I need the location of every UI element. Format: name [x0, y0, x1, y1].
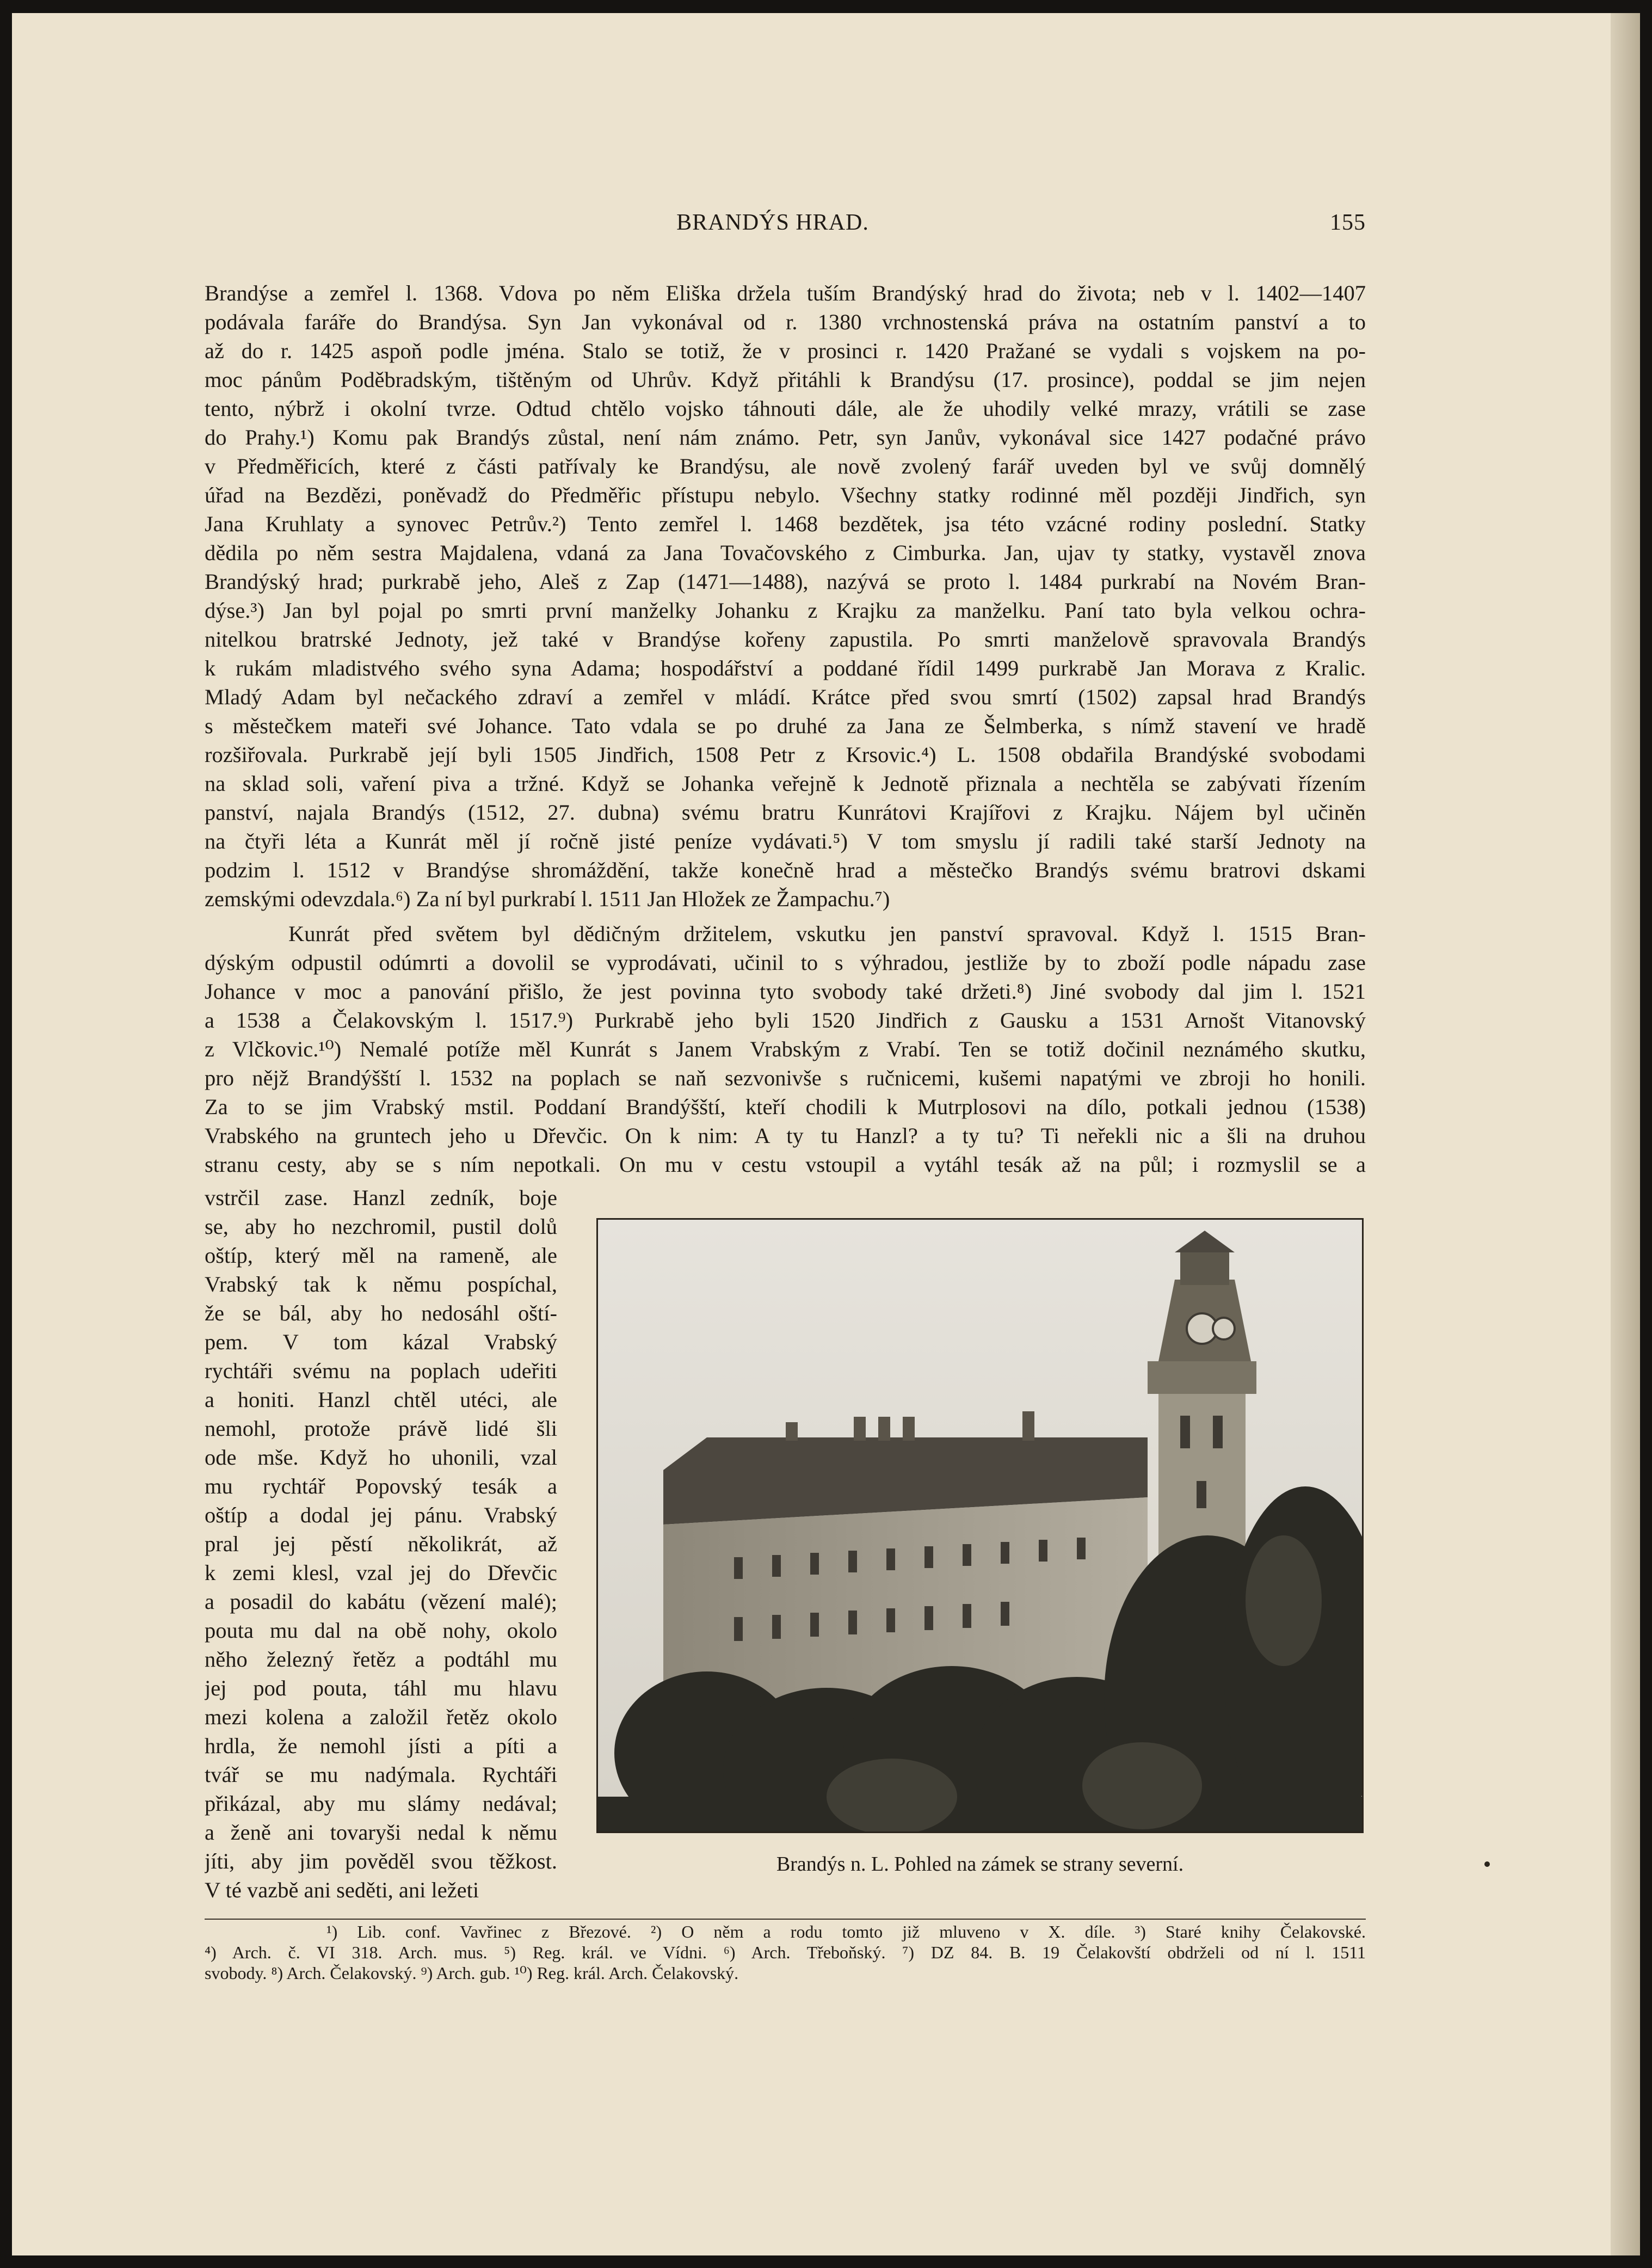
text-line: oštíp a dodal jej pánu. Vrabský: [205, 1503, 557, 1527]
text-line: v Předměřicích, které z části patřívaly ke Brandýsu, ale nově zvolený farář uveden byl ve svůj domnělý: [205, 454, 1366, 478]
page-number: 155: [1330, 210, 1366, 235]
text-line: pral jej pěstí několikrát, až: [205, 1532, 557, 1556]
text-line: oštíp, který měl na rameně, ale: [205, 1243, 557, 1268]
text-line: jíti, aby jim pověděl svou těžkost.: [205, 1849, 557, 1873]
text-line: vstrčil zase. Hanzl zedník, boje: [205, 1185, 557, 1210]
margin-mark: [1484, 1861, 1490, 1867]
text-line: tento, nýbrž i okolní tvrze. Odtud chtělo vojsko táhnouti dále, ale že uhodily velké mrazy, vrátili se zase: [205, 396, 1366, 421]
text-line: na sklad soli, vaření piva a tržné. Když se Johanka veřejně k Jednotě přiznala a nechtěla se zabývati řízením: [205, 771, 1366, 796]
text-line: rozšiřovala. Purkrabě její byli 1505 Jindřich, 1508 Petr z Krsovic.⁴) L. 1508 obdařila Brandýské svobodami: [205, 742, 1366, 767]
text-line: Brandýský hrad; purkrabě jeho, Aleš z Zap (1471—1488), nazývá se proto l. 1484 purkrabí na Novém Bran-: [205, 569, 1366, 594]
text-line: Jana Kruhlaty a synovec Petrův.²) Tento zemřel l. 1468 bezdětek, jsa této vzácné rodiny poslední. Statky: [205, 512, 1366, 536]
text-line: podzim l. 1512 v Brandýse shromáždění, takže konečně hrad a městečko Brandýs svému bratrovi dskami: [205, 858, 1366, 882]
footnote-line: ⁴) Arch. č. VI 318. Arch. mus. ⁵) Reg. král. ve Vídni. ⁶) Arch. Třeboňský. ⁷) DZ 84. B. 19 Čelakovští obdrželi od ní l. 1511: [205, 1943, 1366, 1962]
page-title: BRANDÝS HRAD.: [676, 210, 869, 235]
text-line: a ženě ani tovaryši nedal k němu: [205, 1820, 557, 1845]
text-line: a 1538 a Čelakovským l. 1517.⁹) Purkrabě jeho byli 1520 Jindřich z Gausku a 1531 Arnošt Vitanovský: [205, 1008, 1366, 1032]
text-line: V té vazbě ani seděti, ani ležeti: [205, 1878, 479, 1902]
text-line: mezi kolena a založil řetěz okolo: [205, 1705, 557, 1729]
text-line: k rukám mladistvého svého syna Adama; hospodářství a poddané řídil 1499 purkrabě Jan Morava z Kralic.: [205, 656, 1366, 680]
text-line: podávala faráře do Brandýsa. Syn Jan vykonával od r. 1380 vrchnostenská práva na ostatním panství a to: [205, 310, 1366, 334]
text-line: pouta mu dal na obě nohy, okolo: [205, 1618, 557, 1643]
text-line: Johance v moc a panování přišlo, že jest povinna tyto svobody také držeti.⁸) Jiné svobody dal jim l. 1521: [205, 979, 1366, 1004]
text-line: rychtáři svému na poplach udeřiti: [205, 1359, 557, 1383]
text-line: nemohl, protože právě lidé šli: [205, 1416, 557, 1441]
text-line: hrdla, že nemohl jísti a píti a: [205, 1734, 557, 1758]
text-line: na čtyři léta a Kunrát měl jí ročně jisté peníze vydávati.⁵) V tom smyslu jí radili také starší Jednoty na: [205, 829, 1366, 853]
text-line: a honiti. Hanzl chtěl utéci, ale: [205, 1387, 557, 1412]
text-line: mu rychtář Popovský tesák a: [205, 1474, 557, 1498]
text-line: dýským odpustil odúmrti a dovolil se vyprodávati, učinil to s výhradou, jestliže by to zboží podle nápadu zase: [205, 950, 1366, 975]
text-line: Vrabského na gruntech jeho u Dřevčic. On k nim: A ty tu Hanzl? a ty tu? Ti neřekli nic a šli na druhou: [205, 1123, 1366, 1148]
text-line: stranu cesty, aby se s ním nepotkali. On mu v cestu vstoupil a vytáhl tesák až na půl; i rozmyslil se a: [205, 1152, 1366, 1177]
text-line: a posadil do kabátu (vězení malé);: [205, 1589, 557, 1614]
text-line: dědila po něm sestra Majdalena, vdaná za Jana Tovačovského z Cimburka. Jan, ujav ty statky, vystavěl znova: [205, 540, 1366, 565]
text-line: Brandýse a zemřel l. 1368. Vdova po něm Eliška držela tuším Brandýský hrad do života; neb v l. 1402—1407: [205, 281, 1366, 305]
text-line: pem. V tom kázal Vrabský: [205, 1330, 557, 1354]
text-line: dýse.³) Jan byl pojal po smrti první manželky Johanku z Krajku za manželku. Paní tato byla velkou ochra-: [205, 598, 1366, 623]
text-line: zemskými odevzdala.⁶) Za ní byl purkrabí l. 1511 Jan Hložek ze Žampachu.⁷): [205, 887, 890, 911]
text-line: jej pod pouta, táhl mu hlavu: [205, 1676, 557, 1700]
text-line: panství, najala Brandýs (1512, 27. dubna) svému bratru Kunrátovi Krajířovi z Krajku. Nájem byl učiněn: [205, 800, 1366, 825]
text-line: z Vlčkovic.¹⁰) Nemalé potíže měl Kunrát s Janem Vrabským z Vrabí. Ten se totiž dočinil neznámého skutku,: [205, 1037, 1366, 1061]
page-gutter: [1611, 13, 1640, 2255]
text-line: k zemi klesl, vzal jej do Dřevčic: [205, 1560, 557, 1585]
text-line: ode mše. Když ho uhonili, vzal: [205, 1445, 557, 1470]
text-line: Vrabský tak k němu pospíchal,: [205, 1272, 557, 1296]
text-line: něho železný řetěz a podtáhl mu: [205, 1647, 557, 1671]
text-line: Mladý Adam byl nečackého zdraví a zemřel v mládí. Krátce před svou smrtí (1502) zapsal hrad Brandýs: [205, 685, 1366, 709]
text-line: tvář se mu nadýmala. Rychtáři: [205, 1762, 557, 1787]
text-line: se, aby ho nezchromil, pustil dolů: [205, 1214, 557, 1239]
running-header: [180, 210, 1366, 242]
text-line: moc pánům Poděbradským, tištěným od Uhrův. Když přitáhli k Brandýsu (17. prosince), poddal se jim nejen: [205, 367, 1366, 392]
text-line: úřad na Bezdězi, poněvadž do Předměřic přístupu nebylo. Všechny statky rodinné měl později Jindřich, syn: [205, 483, 1366, 507]
photo-caption: Brandýs n. L. Pohled na zámek se strany severní.: [776, 1853, 1184, 1876]
text-line: Kunrát před světem byl dědičným držitelem, vskutku jen panství spravoval. Když l. 1515 Bran-: [288, 921, 1366, 946]
footnote-line: ¹) Lib. conf. Vavřinec z Březové. ²) O něm a rodu tomto již mluveno v X. díle. ³) Staré knihy Čelakovské.: [326, 1922, 1366, 1941]
text-line: do Prahy.¹) Komu pak Brandýs zůstal, není nám známo. Petr, syn Janův, vykonával sice 1427 podačné právo: [205, 425, 1366, 450]
text-line: pro nějž Brandýšští l. 1532 na poplach se naň sezvonivše s ručnicemi, kušemi napatými ve zbroji ho honili.: [205, 1066, 1366, 1090]
text-line: s městečkem mateři své Johance. Tato vdala se po druhé za Jana ze Šelmberka, s nímž stavení ve hradě: [205, 714, 1366, 738]
castle-photograph: [596, 1218, 1364, 1833]
text-line: Za to se jim Vrabský mstil. Poddaní Brandýšští, kteří chodili k Mutrplosovi na dílo, potkali jednou (1538): [205, 1095, 1366, 1119]
text-line: nitelkou bratrské Jednoty, jež také v Brandýse kořeny zapustila. Po smrti manželově spravovala Brandýs: [205, 627, 1366, 651]
footnote-rule: [205, 1919, 1366, 1920]
text-line: až do r. 1425 aspoň podle jména. Stalo se totiž, že v prosinci r. 1420 Pražané se vydali s vojskem na po-: [205, 339, 1366, 363]
text-line: přikázal, aby mu slámy nedával;: [205, 1791, 557, 1816]
text-line: že se bál, aby ho nedosáhl oští-: [205, 1301, 557, 1325]
footnote-line: svobody. ⁸) Arch. Čelakovský. ⁹) Arch. gub. ¹⁰) Reg. král. Arch. Čelakovský.: [205, 1963, 739, 1983]
